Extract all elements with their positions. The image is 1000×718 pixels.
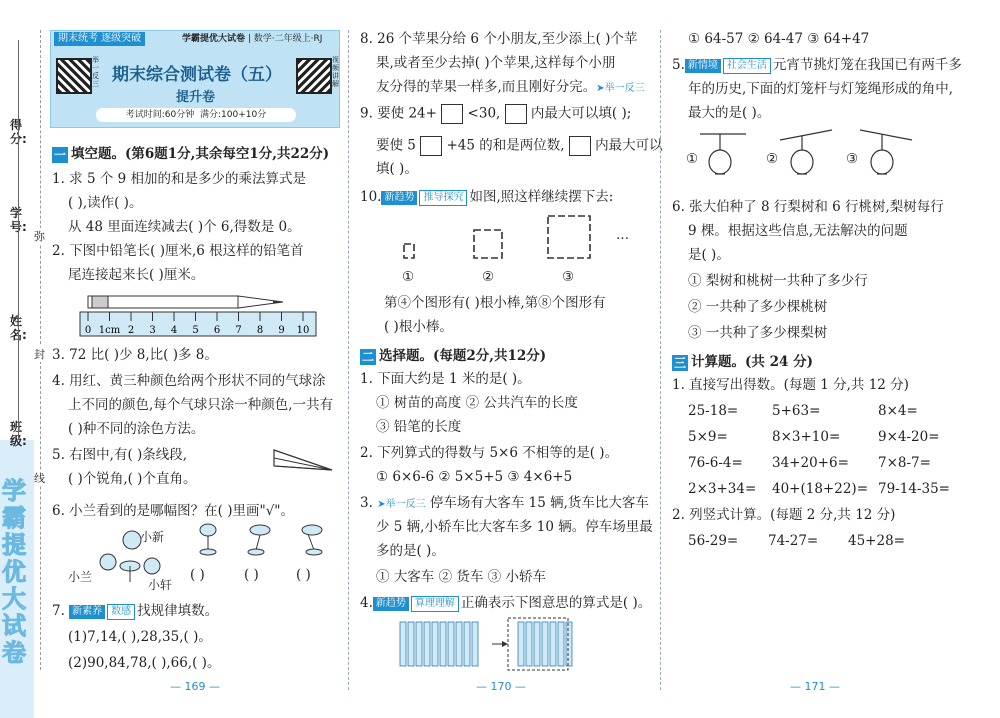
test-subtitle: 提升卷 xyxy=(176,90,216,105)
section-1-num: 一 xyxy=(53,147,66,162)
q2-line1: 2. 下图中铅笔长( )厘米,6 根这样的铅笔首 xyxy=(52,243,304,259)
q10-num: 10. xyxy=(360,189,382,205)
q1-line2: ( ),读作( )。 xyxy=(68,195,143,211)
cube-stick xyxy=(424,622,430,666)
q10-tag-b: 推导探究 xyxy=(419,190,467,206)
q9-text-a: 9. 要使 24+ xyxy=(360,105,437,122)
vert-1: 56-29= xyxy=(688,533,739,549)
s2-q3-ref: ➤举一反三 xyxy=(377,499,426,510)
ruler-tick-label: 2 xyxy=(127,325,135,336)
q6-paren-b: ( ) xyxy=(244,567,259,583)
qr-right-label: 视频讲解 xyxy=(332,56,339,88)
side-mi: 弥 xyxy=(34,230,45,243)
s2-q6-opt3: ③ 一共种了多少棵梨树 xyxy=(688,325,828,341)
s2-q1-opts2: ③ 铅笔的长度 xyxy=(376,419,462,435)
s2-q5-num: 5. xyxy=(672,57,685,73)
kid-xiaoxuan: 小轩 xyxy=(148,578,173,592)
ruler-tick-label: 0 xyxy=(84,325,92,336)
q10-label-1: ① xyxy=(402,269,415,285)
q1-line1: 1. 求 5 个 9 相加的和是多少的乘法算式是 xyxy=(52,171,307,187)
q3-line: 3. 72 比( )少 8,比( )多 8。 xyxy=(52,347,218,363)
s2-q1-opts1: ① 树苗的高度 ② 公共汽车的长度 xyxy=(376,395,578,411)
calc-item: 40+(18+22)= xyxy=(772,481,869,497)
series-subject: 数学·二年级上·RJ xyxy=(253,34,323,44)
calc-item: 34+20+6= xyxy=(772,455,849,471)
side-score-label: 得分: xyxy=(10,118,27,146)
calc-item: 8×4= xyxy=(878,403,918,419)
s2-q4-opts: ① 64-57 ② 64-47 ③ 64+47 xyxy=(688,31,870,47)
side-class-label: 班级: xyxy=(10,420,27,448)
lantern-opt-2: ② xyxy=(766,151,779,167)
s2-q5-text: 元宵节挑灯笼在我国已有两千多 xyxy=(772,57,962,73)
lantern-opt-3: ③ xyxy=(846,151,859,167)
page-169: — 169 — xyxy=(170,680,220,693)
qr-left xyxy=(56,58,92,94)
q10-tag-a: 新趋势 xyxy=(381,191,417,205)
section-1-title xyxy=(52,142,329,163)
q7-tag-b: 数感 xyxy=(107,604,135,620)
q8-ref: ➤举一反三 xyxy=(596,83,645,94)
side-name-label: 姓名: xyxy=(10,314,27,342)
s2-q6-line2: 9 棵。根据这些信息,无法解决的问题 xyxy=(688,223,908,239)
q9-box-3[interactable] xyxy=(420,136,442,156)
header-banner: 期末统考 逐级突破 xyxy=(54,32,145,46)
page-170: — 170 — xyxy=(476,680,526,693)
ruler-tick-label: 1cm xyxy=(98,325,121,336)
section-3-num: 三 xyxy=(673,355,686,370)
s2-q3-line2: 少 5 辆,小轿车比大客车多 10 辆。停车场里最 xyxy=(376,519,653,535)
s2-q5-line2: 年的历史,下面的灯笼杆与灯笼绳形成的角中, xyxy=(688,81,954,97)
ruler-tick-label: 7 xyxy=(235,325,242,336)
calc-item: 5+63= xyxy=(772,403,821,419)
ruler-tick-label: 8 xyxy=(256,325,264,336)
cube-stick xyxy=(566,622,572,666)
side-xian: 线 xyxy=(34,472,45,485)
q7-text: 找规律填数。 xyxy=(137,603,219,619)
cube-stick xyxy=(550,622,556,666)
q9-text-e: +45 的和是两位数, xyxy=(446,137,565,154)
q8-line3-text: 友分得的苹果一样多,而且刚好分完。 xyxy=(376,79,597,95)
q6-paren-a: ( ) xyxy=(190,567,205,583)
q10-answer2: ( )根小棒。 xyxy=(384,319,453,335)
ruler-tick-label: 5 xyxy=(192,325,199,336)
section-2-title xyxy=(360,344,546,365)
s2-q3-text: 停车场有大客车 15 辆,货车比大客车 xyxy=(429,495,649,511)
header-info-bar xyxy=(96,108,296,122)
lantern-opt-1: ① xyxy=(686,151,699,167)
p170-q8-line3 xyxy=(376,78,645,98)
pencil xyxy=(88,296,283,308)
calc-item: 79-14-35= xyxy=(878,481,950,497)
triangle-figure xyxy=(270,446,336,474)
calc-item: 7×8-7= xyxy=(878,455,931,471)
calc-item: 8×3+10= xyxy=(772,429,841,445)
p170-q8-line1: 8. 26 个苹果分给 6 个小朋友,至少添上( )个苹 xyxy=(360,31,638,47)
cube-sticks-figure xyxy=(396,616,626,672)
cube-stick xyxy=(456,622,462,666)
s2-q1: 1. 下面大约是 1 米的是( )。 xyxy=(360,371,531,387)
section-3-title xyxy=(672,350,813,371)
s2-q4-num: 4. xyxy=(360,595,373,611)
q9-box-4[interactable] xyxy=(569,136,591,156)
q7-tag-a: 新素养 xyxy=(69,605,105,619)
q1-line3: 从 48 里面连续减去( )个 6,得数是 0。 xyxy=(68,219,301,235)
s2-q3-line3: 多的是( )。 xyxy=(376,543,445,559)
ruler-tick-label: 4 xyxy=(170,325,178,336)
divider-1 xyxy=(348,30,349,690)
kid-xiaoxin: 小新 xyxy=(140,530,165,544)
q9-box-1[interactable] xyxy=(441,104,463,124)
lantern-figure xyxy=(684,126,924,188)
p170-q9-line1 xyxy=(360,104,631,124)
side-number-label: 学号: xyxy=(10,206,27,234)
q9-text-b: <30, xyxy=(467,105,501,122)
section-1-label: 填空题。(第6题1分,其余每空1分,共22分) xyxy=(71,146,330,162)
p170-q8-line2: 果,或者至少去掉( )个苹果,这样每个小朋 xyxy=(376,55,616,71)
vert-intro: 2. 列竖式计算。(每题 2 分,共 12 分) xyxy=(672,507,896,523)
q4-line1: 4. 用红、黄三种颜色给两个形状不同的气球涂 xyxy=(52,373,326,389)
side-brand-text: 学霸提优大试卷 xyxy=(2,477,26,667)
s2-q5-tag-b: 社会生活 xyxy=(723,58,771,74)
cube-stick xyxy=(408,622,414,666)
p170-q9-line3: 填( )。 xyxy=(376,161,418,177)
cube-stick xyxy=(464,622,470,666)
q9-text-d: 要使 5 xyxy=(376,137,416,154)
s2-q3-line1 xyxy=(360,494,649,514)
cube-stick xyxy=(558,622,564,666)
s2-q6-opt1: ① 梨树和桃树一共种了多少行 xyxy=(688,273,868,289)
cube-stick xyxy=(432,622,438,666)
s2-q4-tag-a: 新趋势 xyxy=(373,597,409,611)
s2-q3-num: 3. xyxy=(360,495,373,511)
ruler-tick-label: 6 xyxy=(213,325,221,336)
q4-line2: 上不同的颜色,每个气球只涂一种颜色,一共有 xyxy=(68,397,334,413)
cube-stick xyxy=(448,622,454,666)
side-line xyxy=(18,40,19,440)
qr-right xyxy=(296,58,332,94)
s2-q2: 2. 下列算式的得数与 5×6 不相等的是( )。 xyxy=(360,445,619,461)
q10-answer1: 第④个图形有( )根小棒,第⑧个图形有 xyxy=(384,295,606,311)
test-full-score: 满分:100+10分 xyxy=(200,110,267,120)
q10-dots: … xyxy=(616,228,629,243)
s2-q3-opts: ① 大客车 ② 货车 ③ 小轿车 xyxy=(376,569,546,585)
q9-text-f: 内最大可以 xyxy=(595,137,663,154)
divider-2 xyxy=(660,30,661,690)
pencil-ruler-figure xyxy=(78,290,318,338)
q4-line3: ( )种不同的涂色方法。 xyxy=(68,421,205,437)
q5-line1: 5. 右图中,有( )条线段, xyxy=(52,447,188,463)
qr-left-label: 举一反三 xyxy=(92,56,99,88)
q7-line1: (1)7,14,( ),28,35,( )。 xyxy=(68,629,212,645)
series-name: 学霸提优大试卷 xyxy=(182,34,246,44)
cube-stick xyxy=(542,622,548,666)
side-feng: 封 xyxy=(34,348,45,361)
q9-text-c: 内最大可以填( ); xyxy=(530,105,632,122)
calc-item: 25-18= xyxy=(688,403,739,419)
lamp-options xyxy=(190,522,340,558)
test-title: 期末综合测试卷（五） xyxy=(112,65,282,85)
s2-q5-tag-a: 新情境 xyxy=(685,59,721,73)
s2-q4-tag-b: 算理理解 xyxy=(411,596,459,612)
s2-q4-line xyxy=(360,594,651,612)
cube-stick xyxy=(526,622,532,666)
p170-q9-line2 xyxy=(376,136,663,156)
s2-q6-line3: 是( )。 xyxy=(688,247,730,263)
calc-intro: 1. 直接写出得数。(每题 1 分,共 12 分) xyxy=(672,377,909,393)
cube-stick xyxy=(440,622,446,666)
section-2-num: 二 xyxy=(361,349,374,364)
q10-label-3: ③ xyxy=(562,269,575,285)
s2-q5-line1 xyxy=(672,56,962,74)
q7-line: 7. 新素养 数感 找规律填数。 xyxy=(52,603,219,619)
s2-q5-line3: 最大的是( )。 xyxy=(688,105,771,121)
page-171: — 171 — xyxy=(790,680,840,693)
header-series: 学霸提优大试卷 | 数学·二年级上·RJ xyxy=(182,34,323,44)
cube-stick xyxy=(472,622,478,666)
cube-stick xyxy=(416,622,422,666)
q10-line xyxy=(360,188,613,206)
cube-stick xyxy=(534,622,540,666)
q10-text: 如图,照这样继续摆下去: xyxy=(469,189,614,205)
ruler-tick-label: 9 xyxy=(278,325,285,336)
ruler-tick-label: 3 xyxy=(149,325,156,336)
q6-paren-c: ( ) xyxy=(296,567,311,583)
cube-stick xyxy=(400,622,406,666)
section-2-label: 选择题。(每题2分,共12分) xyxy=(379,348,547,364)
test-time: 考试时间:60分钟 xyxy=(125,110,195,120)
calc-item: 5×9= xyxy=(688,429,728,445)
q10-label-2: ② xyxy=(482,269,495,285)
q5-line2: ( )个锐角,( )个直角。 xyxy=(68,471,197,487)
ruler-tick-label: 10 xyxy=(296,325,310,336)
q2-line2: 尾连接起来长( )厘米。 xyxy=(68,267,205,283)
s2-q6-line1: 6. 张大伯种了 8 行梨树和 6 行桃树,梨树每行 xyxy=(672,199,944,215)
section-3-label: 计算题。(共 24 分) xyxy=(691,354,813,370)
calc-item: 76-6-4= xyxy=(688,455,743,471)
q6-line: 6. 小兰看到的是哪幅图？在( )里画"√"。 xyxy=(52,503,295,519)
s2-q2-opts: ① 6×6-6 ② 5×5+5 ③ 4×6+5 xyxy=(376,469,573,485)
s2-q6-opt2: ② 一共种了多少棵桃树 xyxy=(688,299,828,315)
s2-q4-text: 正确表示下图意思的算式是( )。 xyxy=(460,595,652,611)
q7-line2: (2)90,84,78,( ),66,( )。 xyxy=(68,655,221,671)
vert-3: 45+28= xyxy=(848,533,905,549)
stick-patterns xyxy=(396,210,636,270)
q9-box-2[interactable] xyxy=(505,104,527,124)
calc-item: 2×3+34= xyxy=(688,481,757,497)
cube-stick xyxy=(518,622,524,666)
calc-item: 9×4-20= xyxy=(878,429,940,445)
vert-2: 74-27= xyxy=(768,533,819,549)
kid-xiaolan: 小兰 xyxy=(68,570,93,584)
